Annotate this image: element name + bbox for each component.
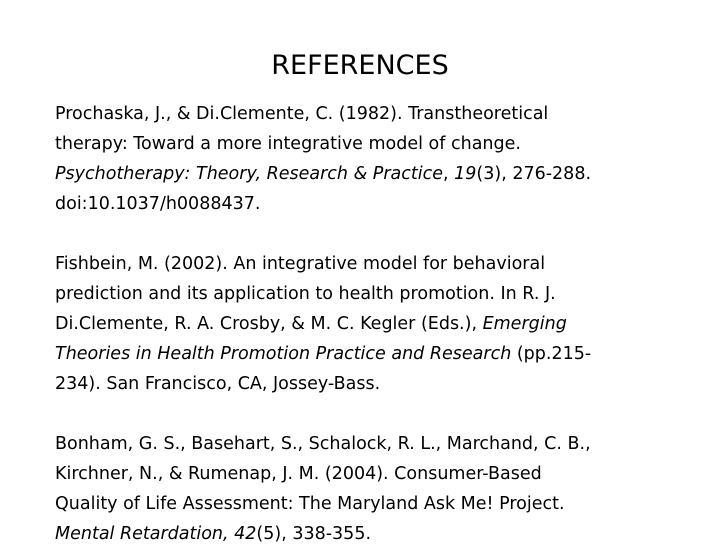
reference-line: [55, 459, 690, 489]
reference-line: [55, 249, 690, 279]
reference-line: [55, 489, 690, 519]
reference-italic-text: Emerging: [482, 314, 567, 334]
reference-line: [55, 309, 690, 339]
reference-text: Kirchner, N., & Rumenap, J. M. (2004). Consumer-Based: [55, 464, 542, 484]
reference-line: [55, 159, 690, 189]
reference-text: Quality of Life Assessment: The Maryland Ask Me! Project.: [55, 494, 565, 514]
reference-entry: [55, 99, 690, 219]
reference-text: therapy: Toward a more integrative model of change.: [55, 134, 521, 154]
reference-italic-text: Mental Retardation, 42: [55, 524, 257, 544]
reference-text: Fishbein, M. (2002). An integrative model for behavioral: [55, 254, 546, 274]
reference-line: [55, 429, 690, 459]
reference-text: (3), 276-288.: [476, 164, 592, 184]
reference-text: (5), 338-355.: [256, 524, 372, 544]
slide-title: REFERENCES: [271, 50, 449, 81]
reference-line: [55, 369, 690, 399]
reference-italic-text: Psychotherapy: Theory, Research & Practice: [55, 164, 443, 184]
reference-entry: [55, 429, 690, 549]
reference-text: ,: [443, 164, 455, 184]
reference-line: [55, 279, 690, 309]
reference-line: [55, 189, 690, 219]
reference-text: 234). San Francisco, CA, Jossey-Bass.: [55, 374, 381, 394]
reference-line: [55, 339, 690, 369]
reference-line: [55, 99, 690, 129]
reference-line: [55, 129, 690, 159]
reference-entry: [55, 249, 690, 399]
reference-text: Di.Clemente, R. A. Crosby, & M. C. Kegler (Eds.),: [55, 314, 483, 334]
reference-text: Bonham, G. S., Basehart, S., Schalock, R. L., Marchand, C. B.,: [55, 434, 591, 454]
reference-text: prediction and its application to health promotion. In R. J.: [55, 284, 556, 304]
reference-list: [55, 99, 690, 549]
reference-text: doi:10.1037/h0088437.: [55, 194, 261, 214]
reference-italic-text: Theories in Health Promotion Practice and Research: [55, 344, 512, 364]
reference-line: [55, 519, 690, 549]
reference-text: (pp.215-: [511, 344, 592, 364]
reference-italic-text: 19: [454, 164, 477, 184]
reference-text: Prochaska, J., & Di.Clemente, C. (1982). Transtheoretical: [55, 104, 549, 124]
